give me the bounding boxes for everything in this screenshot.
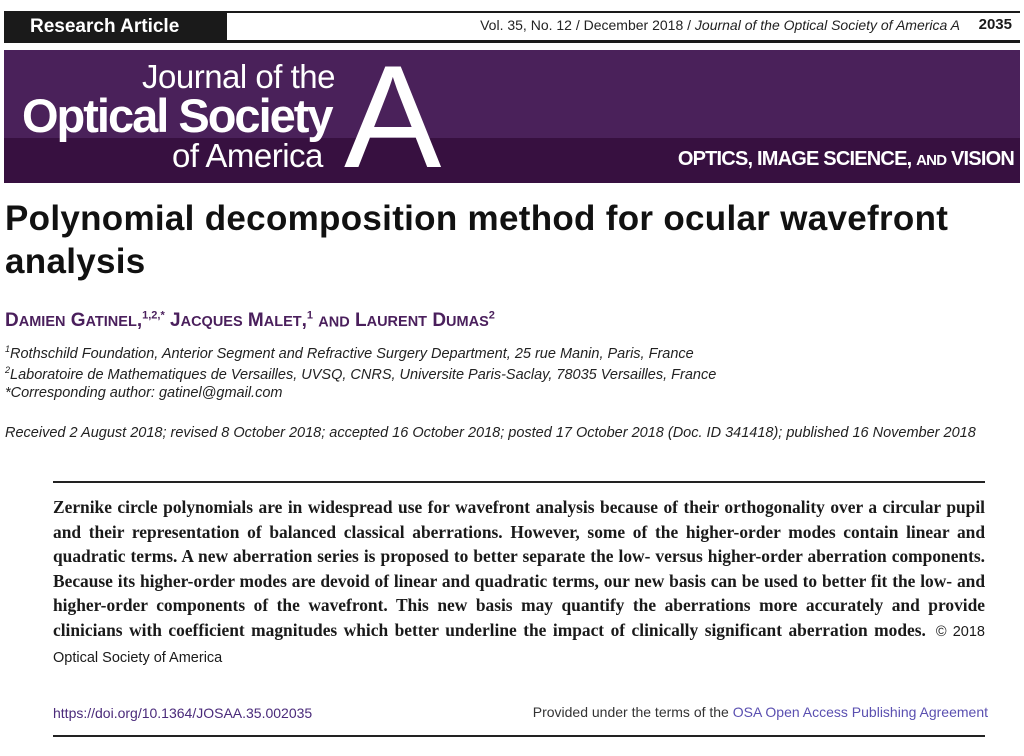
page-number: 2035 xyxy=(978,16,1012,33)
footer-rule xyxy=(53,735,985,737)
banner-line-3: of America xyxy=(172,137,323,174)
author-list xyxy=(5,310,495,332)
journal-name: Journal of the Optical Society of America A xyxy=(694,17,960,33)
journal-header-bar xyxy=(4,11,1020,43)
banner-letter-logo: A xyxy=(344,50,442,183)
banner-line-1: Journal of the xyxy=(142,58,335,95)
volume-info: Vol. 35, No. 12 / December 2018 / Journal of the Optical Society of America A xyxy=(480,17,960,33)
affiliation-2: $^2$Laboratoire de Mathematiques de Versailles, UVSQ, CNRS, Universite Paris-Saclay, 78035 Versailles, France xyxy=(5,365,717,383)
banner-line-2: Optical Society xyxy=(22,89,332,142)
article-title: Polynomial decomposition method for ocular wavefront analysis xyxy=(5,199,949,281)
license-link[interactable]: OSA Open Access Publishing Agreement xyxy=(732,704,988,720)
author-1: DAMIEN GATINEL,$^{1,2,*}$ xyxy=(5,310,165,332)
banner-tagline: OPTICS, IMAGE SCIENCE, AND VISION xyxy=(677,148,1014,170)
abstract xyxy=(53,495,985,671)
license-notice: Provided under the terms of the OSA Open Access Publishing Agreement xyxy=(532,704,988,720)
author-3: LAURENT DUMAS$^2$ xyxy=(355,310,495,332)
abstract-text: Zernike circle polynomials are in widespread use for wavefront analysis because of their orthogonality over a circular pupil and their representation of balanced classical aberrations. However, some of the higher-order modes contain linear and quadratic terms. A new aberration series is proposed to better separate the low- versus higher-order aberration components. Because its higher-order modes are devoid of linear and quadratic terms, our new basis can be used to better fit the low- and higher-order components of the wavefront. This new basis may quantify the aberrations more accurately and provide clinicians with coefficient magnitudes which better underline the impact of clinically significant aberration modes. xyxy=(53,497,985,640)
article-dates: Received 2 August 2018; revised 8 October 2018; accepted 16 October 2018; posted 17 October 2018 (Doc. ID 341418); published 16 November 2018 xyxy=(5,425,976,441)
abstract-top-rule xyxy=(53,481,985,483)
article-type-label: Research Article xyxy=(4,11,227,43)
copyright-notice: © 2018 Optical Society of America xyxy=(53,623,985,666)
doi-link[interactable]: https://doi.org/10.1364/JOSAA.35.002035 xyxy=(53,705,313,721)
corresponding-author: *Corresponding author: gatinel@gmail.com xyxy=(5,385,283,401)
author-2: JACQUES MALET,$^1$ xyxy=(170,310,314,332)
affiliation-1: $^1$Rothschild Foundation, Anterior Segment and Refractive Surgery Department, 25 rue Manin, Paris, France xyxy=(5,344,694,362)
and-word: AND xyxy=(318,314,350,331)
journal-banner xyxy=(4,50,1020,183)
